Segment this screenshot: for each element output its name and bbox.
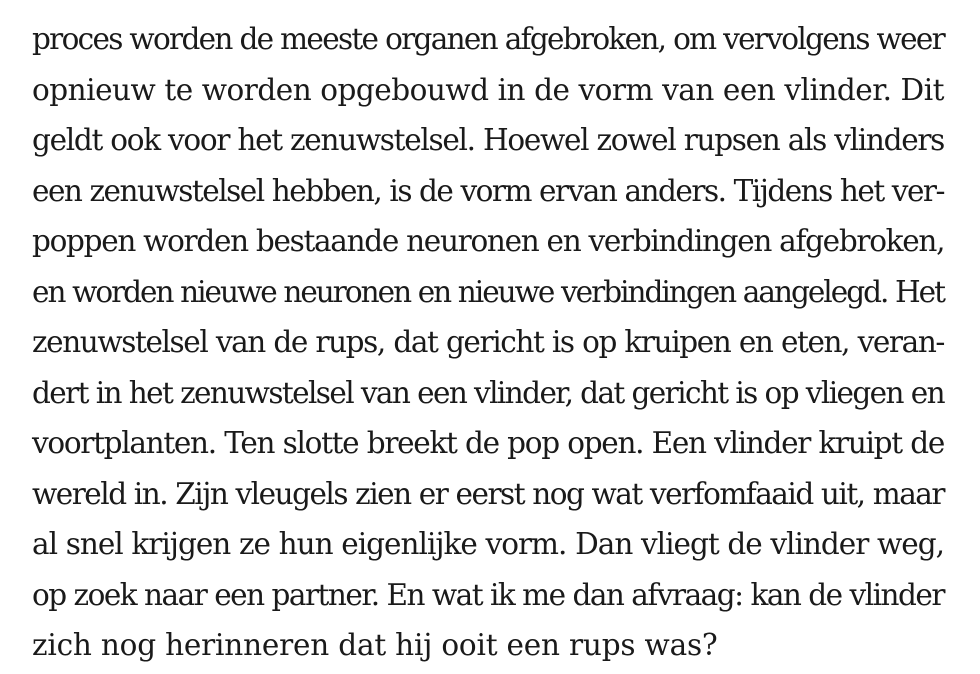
text-page xyxy=(32,14,944,671)
body-paragraph xyxy=(32,14,944,671)
text-line: zenuwstelsel van de rups, dat gericht is op kruipen en eten, veran- xyxy=(32,325,944,359)
text-line: voortplanten. Ten slotte breekt de pop open. Een vlinder kruipt de xyxy=(32,426,944,460)
text-line: op zoek naar een partner. En wat ik me dan afvraag: kan de vlinder xyxy=(32,577,944,612)
text-line: proces worden de meeste organen afgebroken, om vervolgens weer xyxy=(32,22,944,56)
text-line: en worden nieuwe neuronen en nieuwe verbindingen aangelegd. Het xyxy=(32,274,944,309)
text-line: opnieuw te worden opgebouwd in de vorm van een vlinder. Dit xyxy=(32,72,944,107)
text-line: een zenuwstelsel hebben, is de vorm ervan anders. Tijdens het ver- xyxy=(32,173,944,208)
text-line-last: zich nog herinneren dat hij ooit een rups was? xyxy=(32,628,718,662)
text-line: poppen worden bestaande neuronen en verbindingen afgebroken, xyxy=(32,224,945,258)
text-line: al snel krijgen ze hun eigenlijke vorm. Dan vliegt de vlinder weg, xyxy=(32,527,944,561)
text-line: geldt ook voor het zenuwstelsel. Hoewel zowel rupsen als vlinders xyxy=(32,123,944,157)
text-line: wereld in. Zijn vleugels zien er eerst nog wat verfomfaaid uit, maar xyxy=(32,476,944,511)
text-line: dert in het zenuwstelsel van een vlinder, dat gericht is op vliegen en xyxy=(32,375,944,410)
